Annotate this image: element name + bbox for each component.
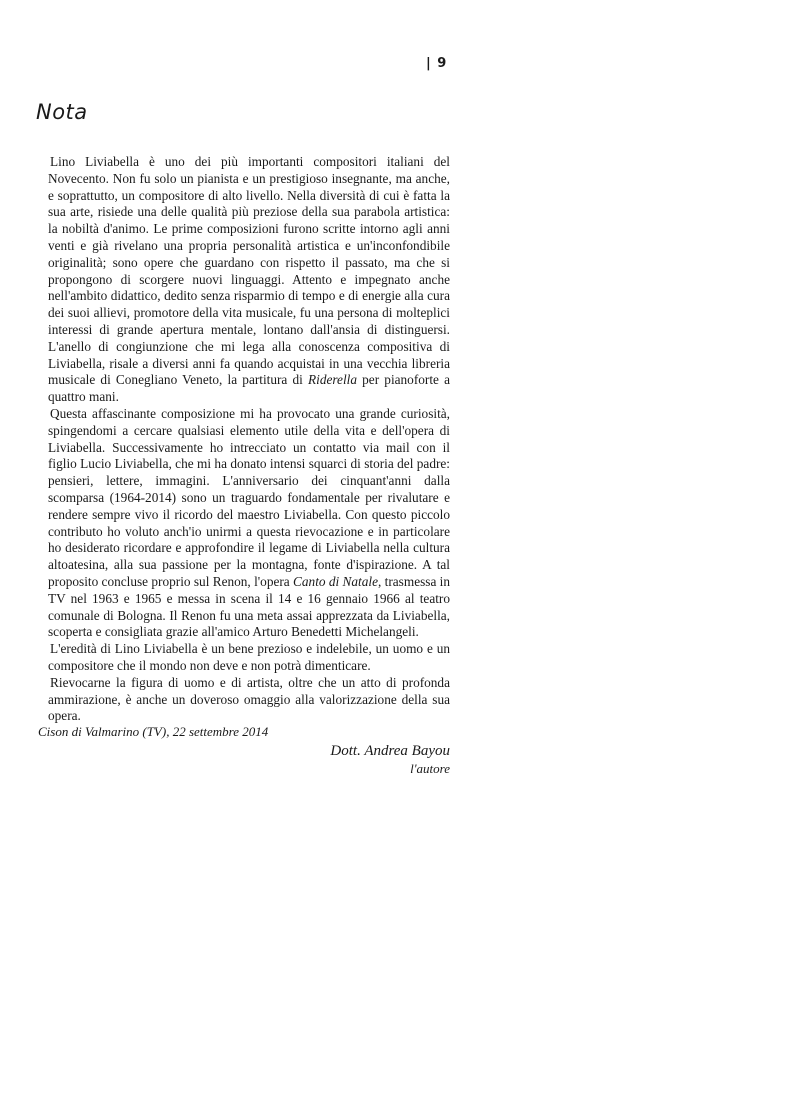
place-date: Cison di Valmarino (TV), 22 settembre 2014 bbox=[38, 724, 269, 739]
work-title-canto-di-natale: Canto di Natale bbox=[293, 573, 378, 589]
page-title: Nota bbox=[36, 100, 88, 124]
paragraph bbox=[48, 406, 450, 641]
author-role: l'autore bbox=[410, 761, 450, 776]
text-run: Questa affascinante composizione mi ha provocato una grande curiosità, spingendomi a cercare qualsiasi elemento utile della vita e dell'opera di Liviabella. Successivamente ho intrecciato un contatto via mail con il figlio Lucio Liviabella, che mi ha donato intensi squarci di storia del padre: pensieri, lettere, immagini. L'anniversario dei cinquant'anni dalla scomparsa (1964-2014) sono un traguardo fondamentale per rivalutare e rendere sempre vivo il ricordo del maestro Liviabella. Con questo piccolo contributo ho voluto anch'io unirmi a questa rievocazione e in particolare ho desiderato ricordare e approfondire il legame di Liviabella nella cultura altoatesina, alla sua passione per la montagna, fonte d'ispirazione. A tal proposito concluse proprio sul Renon, l'opera bbox=[48, 405, 450, 589]
text-run: , trasmessa in TV nel 1963 e 1965 e messa in scena il 14 e 16 gennaio 1966 al teatro comunale di Bologna. Il Renon fu una meta assai apprezzata da Liviabella, scoperta e consigliata grazie all'amico Arturo Benedetti Michelangeli. bbox=[48, 573, 451, 640]
signature-block bbox=[330, 741, 450, 777]
text-run: per pianoforte a quattro mani. bbox=[48, 372, 450, 405]
paragraph bbox=[48, 641, 450, 675]
body-text bbox=[48, 154, 450, 725]
text-run: L'eredità di Lino Liviabella è un bene prezioso e indelebile, un uomo e un compositore che il mondo non deve e non potrà dimenticare. bbox=[48, 641, 450, 673]
author-name: Dott. Andrea Bayou bbox=[330, 743, 450, 759]
paragraph bbox=[48, 675, 450, 725]
work-title-riderella: Riderella bbox=[308, 372, 357, 388]
paragraph bbox=[48, 154, 450, 406]
text-run: Lino Liviabella è uno dei più importanti compositori italiani del Novecento. Non fu solo un pianista e un prestigioso insegnante, ma anche, e soprattutto, un compositore di alto livello. Nella diversità di cui è fatta la sua arte, risiede una delle qualità più preziose della sua parabola artistica: la nobiltà d'animo. Le prime composizioni furono scritte intorno agli anni venti e già rivelano una propria personalità artistica e un'inconfondibile originalità; sono opere che guardano con rispetto il passato, ma che si propongono di scorgere nuovi linguaggi. Attento e impegnato anche nell'ambito didattico, dedito senza risparmio di tempo e di energie alla cura dei suoi allievi, promotore della vita musicale, fu una persona di molteplici interessi di grande apertura mentale, lontano dall'ansia di distinguersi. L'anello di congiunzione che mi lega alla conoscenza compositiva di Liviabella, risale a diversi anni fa quando acquistai in una vecchia libreria musicale di Conegliano Veneto, la partitura di bbox=[48, 154, 450, 388]
page-number: | 9 bbox=[426, 56, 448, 71]
text-run: Rievocarne la figura di uomo e di artista, oltre che un atto di profonda ammirazione, è anche un doveroso omaggio alla valorizzazione della sua opera. bbox=[48, 674, 450, 724]
